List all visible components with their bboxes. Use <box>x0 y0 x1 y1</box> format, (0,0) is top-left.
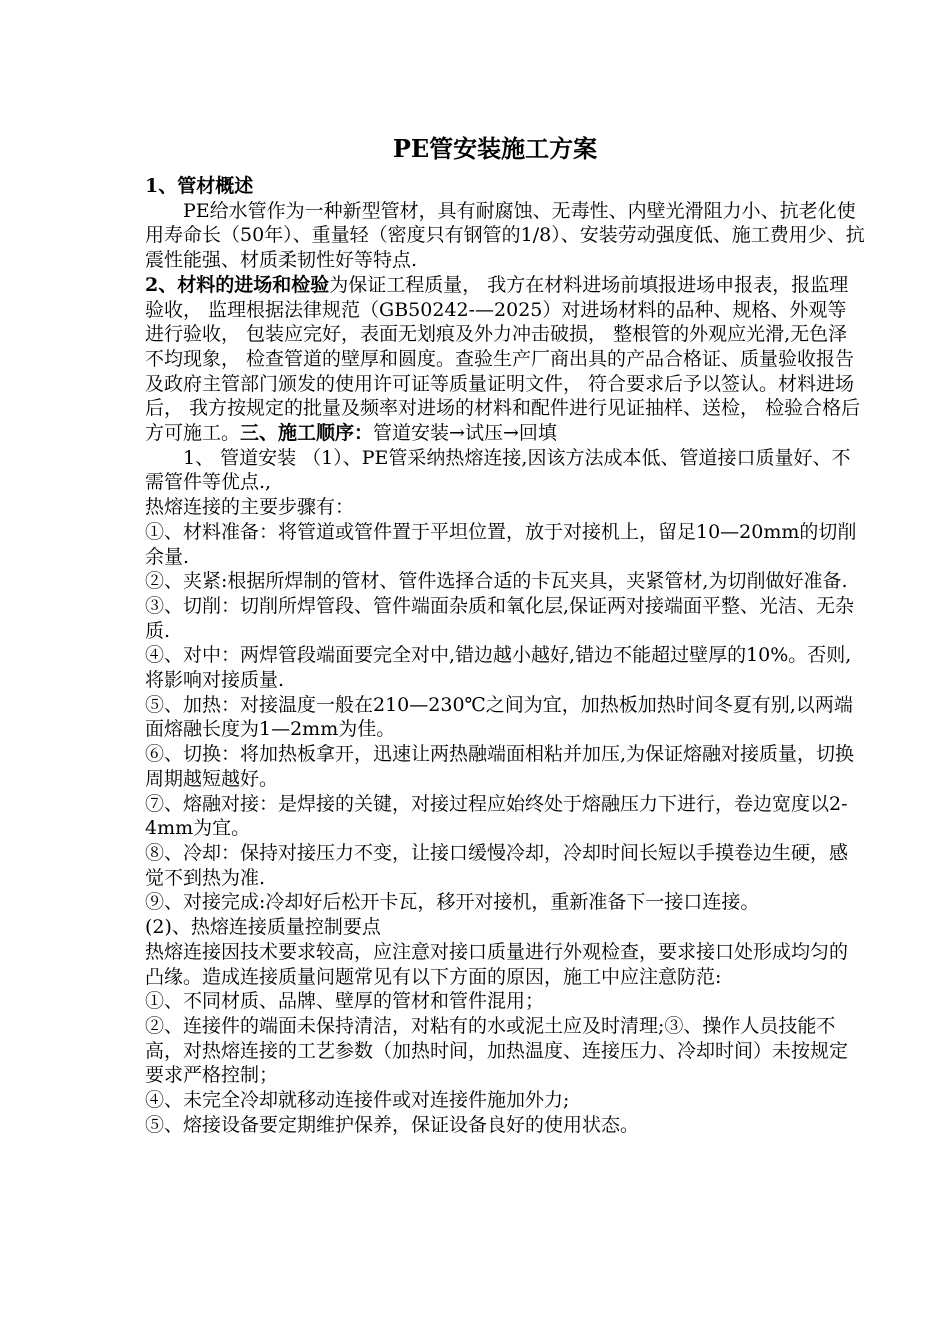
quality-heading: (2)、热熔连接质量控制要点 <box>145 916 381 939</box>
quality-intro: 热熔连接因技术要求较高，应注意对接口质量进行外观检查，要求接口处形成均匀的凸缘。造成连接质量问题常见有以下方面的原因，施工中应注意防范: <box>145 940 849 988</box>
step-item: ③、切削：切削所焊管段、管件端面杂质和氧化层,保证两对接端面平整、光洁、无杂质. <box>145 594 855 642</box>
step-item: ④、对中：两焊管段端面要完全对中,错边越小越好,错边不能超过壁厚的10%。否则,将影响对接质量. <box>145 644 852 692</box>
step-item: ⑨、对接完成:冷却好后松开卡瓦，移开对接机，重新准备下一接口连接。 <box>145 891 760 914</box>
document-body <box>145 174 865 1137</box>
section3-body: 管道安装→试压→回填 <box>373 422 557 445</box>
section2-heading: 2、材料的进场和检验 <box>145 273 330 296</box>
step-item: ①、材料准备：将管道或管件置于平坦位置，放于对接机上，留足10—20mm的切削余量. <box>145 520 857 568</box>
step-item: ⑦、熔融对接：是焊接的关键，对接过程应始终处于熔融压力下进行，卷边宽度以2-4mm为宜。 <box>145 792 848 840</box>
step-item: ⑥、切换：将加热板拿开，迅速让两热融端面相粘并加压,为保证熔融对接质量，切换周期越短越好。 <box>145 743 855 790</box>
step-item: ②、夹紧:根据所焊制的管材、管件选择合适的卡瓦夹具，夹紧管材,为切削做好准备. <box>145 570 848 593</box>
section1-heading: 1、管材概述 <box>145 175 254 197</box>
cause-item: ①、不同材质、品牌、壁厚的管材和管件混用； <box>145 990 545 1013</box>
section3-heading: 三、施工顺序： <box>240 422 374 445</box>
steps-heading: 热熔连接的主要步骤有： <box>145 496 355 519</box>
cause-item: ②、连接件的端面未保持清洁，对粘有的水或泥土应及时清理;③、操作人员技能不高，对热熔连接的工艺参数（加热时间，加热温度、连接压力、冷却时间）未按规定要求严格控制； <box>145 1014 849 1087</box>
cause-item: ⑤、熔接设备要定期维护保养，保证设备良好的使用状态。 <box>145 1113 640 1136</box>
step-item: ⑤、加热：对接温度一般在210—230℃之间为宜，加热板加热时间冬夏有别,以两端面熔融长度为1—2mm为佳。 <box>145 693 853 741</box>
step-item: ⑧、冷却：保持对接压力不变，让接口缓慢冷却，冷却时间长短以手摸卷边生硬，感觉不到热为准. <box>145 841 849 889</box>
section1-body: PE给水管作为一种新型管材，具有耐腐蚀、无毒性、内壁光滑阻力小、抗老化使用寿命长（50年）、重量轻（密度只有钢管的1/8）、安装劳动强度低、施工费用少、抗震性能强、材质柔韧性好等特点. <box>145 199 865 272</box>
cause-item: ④、未完全冷却就移动连接件或对连接件施加外力; <box>145 1089 570 1112</box>
section2-paragraph <box>145 273 865 446</box>
install-intro: 1、 管道安装 （1）、PE管采纳热熔连接,因该方法成本低、管道接口质量好、不需管件等优点., <box>145 446 851 494</box>
document-title: PE管安装施工方案 <box>392 134 598 163</box>
section2-body: 为保证工程质量， 我方在材料进场前填报进场申报表，报监理验收， 监理根据法律规范（GB50242-—2025）对进场材料的品种、规格、外观等进行验收， 包装应完好，表面无划痕及外力冲击破损， 整根管的外观应光滑,无色泽不均现象， 检查管道的壁厚和圆度。查验生产厂商出具的产品合格证、质量验收报告及政府主管部门颁发的使用许可证等质量证明文件， 符合要求后予以签认。材料进场后， 我方按规定的批量及频率对进场的材料和配件进行见证抽样、送检， 检验合格后方可施工。 <box>145 273 861 445</box>
